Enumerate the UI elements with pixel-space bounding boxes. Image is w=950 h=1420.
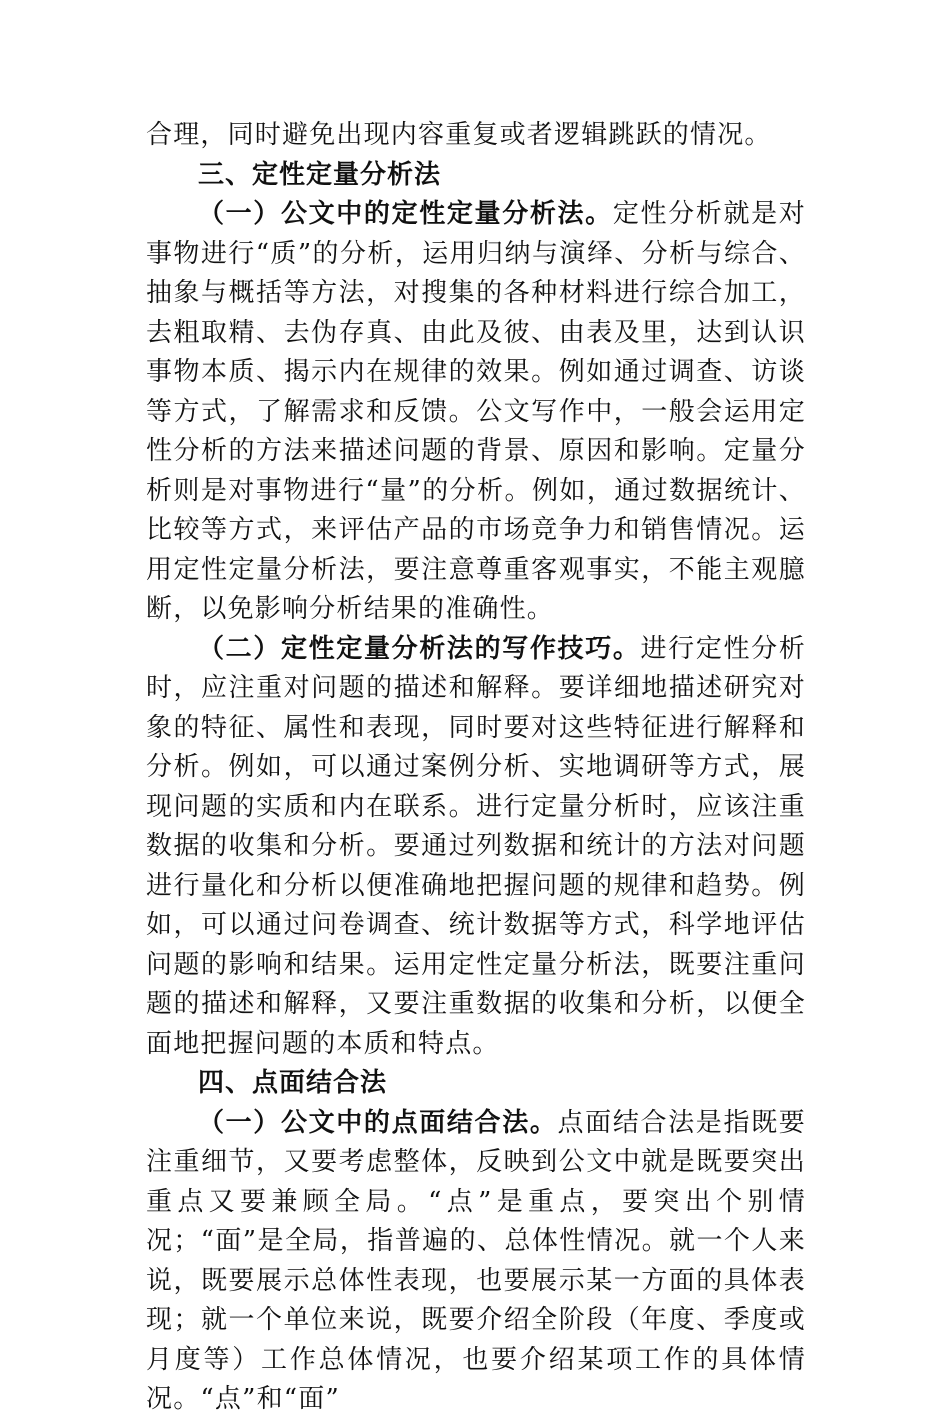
section-4-paragraph-1-text: 点面结合法是指既要注重细节，又要考虑整体，反映到公文中就是既要突出重点又要兼顾全局。“点”是重点，要突出个别情况；“面”是全局，指普遍的、总体性情况。就一个人来说，既要展示总体性表现，也要展示某一方面的具体表现；就一个单位来说，既要介绍全阶段（年度、季度或月度等）工作总体情况，也要介绍某项工作的具体情况。“点”和“面”	[146, 1107, 806, 1414]
section-4-paragraph-1	[146, 1104, 806, 1420]
section-3-paragraph-2-text: 进行定性分析时，应注重对问题的描述和解释。要详细地描述研究对象的特征、属性和表现，同时要对这些特征进行解释和分析。例如，可以通过案例分析、实地调研等方式，展现问题的实质和内在联系。进行定量分析时，应该注重数据的收集和分析。要通过列数据和统计的方法对问题进行量化和分析以便准确地把握问题的规律和趋势。例如，可以通过问卷调查、统计数据等方式，科学地评估问题的影响和结果。运用定性定量分析法，既要注重问题的描述和解释，又要注重数据的收集和分析，以便全面地把握问题的本质和特点。	[146, 633, 807, 1059]
section-3-heading: 三、定性定量分析法	[198, 159, 442, 190]
intro-tail-text: 合理，同时避免出现内容重复或者逻辑跳跃的情况。	[146, 120, 772, 150]
section-3-paragraph-2	[146, 630, 806, 1065]
section-3-paragraph-1-lead: （一）公文中的定性定量分析法。	[198, 199, 613, 229]
section-4-heading: 四、点面结合法	[198, 1068, 388, 1098]
intro-tail-paragraph	[146, 116, 806, 156]
section-4-paragraph-1-lead: （一）公文中的点面结合法。	[198, 1107, 558, 1138]
section-3-paragraph-1-text: 定性分析就是对事物进行“质”的分析，运用归纳与演绎、分析与综合、抽象与概括等方法，对搜集的各种材料进行综合加工，去粗取精、去伪存真、由此及彼、由表及里，达到认识事物本质、揭示内在规律的效果。例如通过调查、访谈等方式，了解需求和反馈。公文写作中，一般会运用定性分析的方法来描述问题的背景、原因和影响。定量分析则是对事物进行“量”的分析。例如，通过数据统计、比较等方式，来评估产品的市场竞争力和销售情况。运用定性定量分析法，要注意尊重客观事实，不能主观臆断，以免影响分析结果的准确性。	[146, 199, 806, 624]
section-3-paragraph-2-lead: （二）定性定量分析法的写作技巧。	[198, 633, 641, 664]
section-3-paragraph-1	[146, 195, 806, 630]
document-body	[146, 116, 806, 1420]
